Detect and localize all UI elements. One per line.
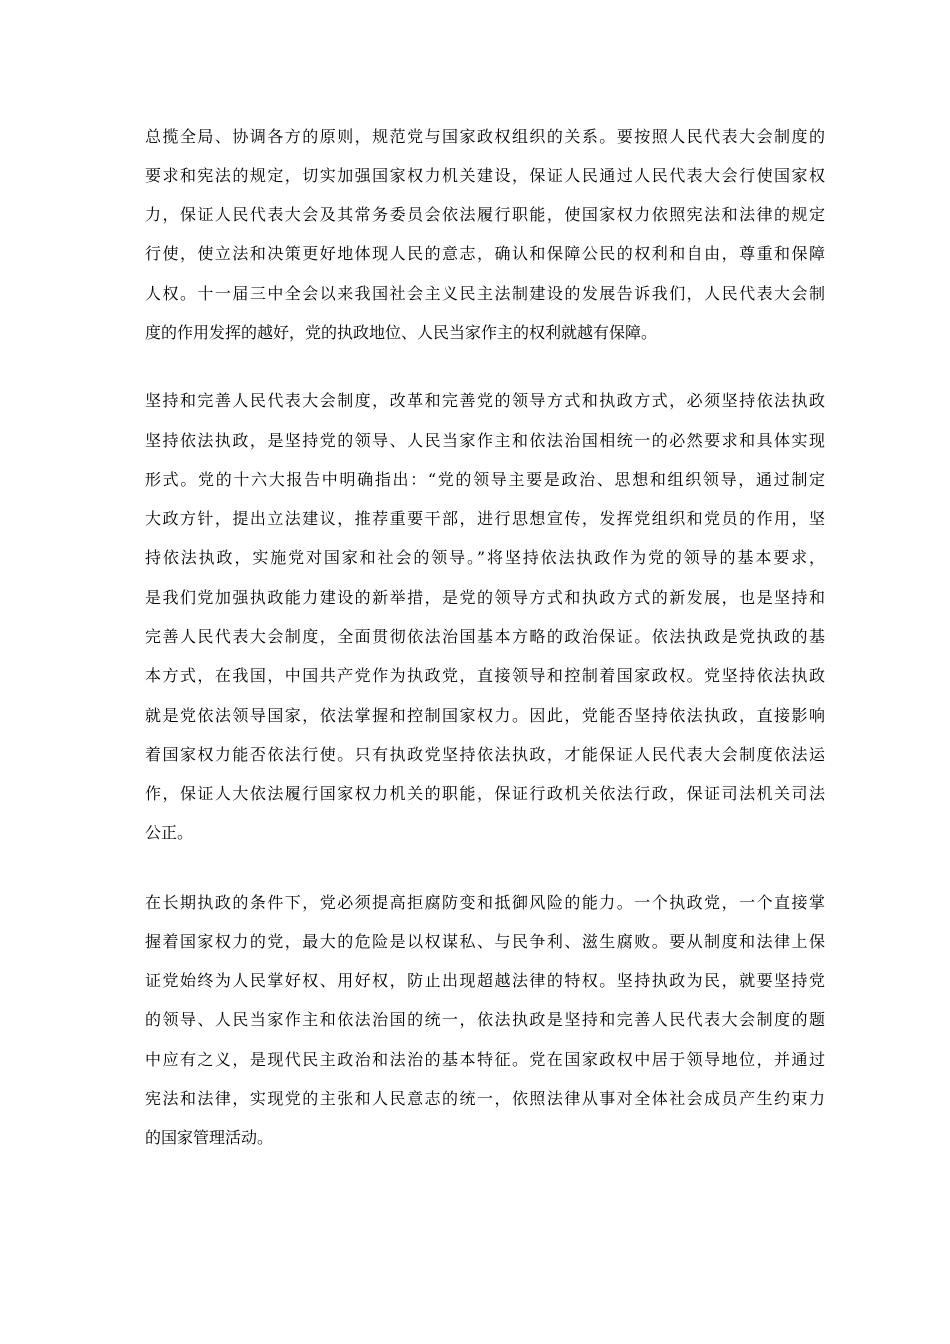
text-line: 握着国家权力的党，最大的危险是以权谋私、与民争利、滋生腐败。要从制度和法律上保 (145, 932, 825, 951)
text-line: 证党始终为人民掌好权、用好权，防止出现超越法律的特权。坚持执政为民，就要坚持党 (145, 971, 825, 990)
text-line: 的国家管理活动。 (145, 1128, 274, 1147)
text-line: 公正。 (145, 823, 194, 842)
text-line: 总揽全局、协调各方的原则，规范党与国家政权组织的关系。要按照人民代表大会制度的 (145, 127, 825, 146)
text-line: 力，保证人民代表大会及其常务委员会依法履行职能，使国家权力依照宪法和法律的规定 (145, 205, 825, 224)
text-line: 要求和宪法的规定，切实加强国家权力机关建设，保证人民通过人民代表大会行使国家权 (145, 166, 825, 185)
text-line: 就是党依法领导国家，依法掌握和控制国家权力。因此，党能否坚持依法执政，直接影响 (145, 706, 825, 725)
text-line: 形式。党的十六大报告中明确指出：“党的领导主要是政治、思想和组织领导，通过制定 (145, 470, 825, 489)
text-line: 作，保证人大依法履行国家权力机关的职能，保证行政机关依法行政，保证司法机关司法 (145, 784, 825, 803)
text-line: 在长期执政的条件下，党必须提高拒腐防变和抵御风险的能力。一个执政党，一个直接掌 (145, 893, 825, 912)
text-line: 持依法执政，实施党对国家和社会的领导。”将坚持依法执政作为党的领导的基本要求， (145, 548, 825, 567)
text-line: 是我们党加强执政能力建设的新举措，是党的领导方式和执政方式的新发展，也是坚持和 (145, 588, 825, 607)
text-line: 大政方针，提出立法建议，推荐重要干部，进行思想宣传，发挥党组织和党员的作用，坚 (145, 509, 825, 528)
text-line: 中应有之义，是现代民主政治和法治的基本特征。党在国家政权中居于领导地位，并通过 (145, 1050, 825, 1069)
text-line: 坚持依法执政，是坚持党的领导、人民当家作主和依法治国相统一的必然要求和具体实现 (145, 431, 825, 450)
text-line: 完善人民代表大会制度，全面贯彻依法治国基本方略的政治保证。依法执政是党执政的基 (145, 627, 825, 646)
text-line: 的领导、人民当家作主和依法治国的统一，依法执政是坚持和完善人民代表大会制度的题 (145, 1010, 825, 1029)
text-line: 本方式，在我国，中国共产党作为执政党，直接领导和控制着国家政权。党坚持依法执政 (145, 666, 825, 685)
text-line: 着国家权力能否依法行使。只有执政党坚持依法执政，才能保证人民代表大会制度依法运 (145, 745, 825, 764)
text-line: 坚持和完善人民代表大会制度，改革和完善党的领导方式和执政方式，必须坚持依法执政 (145, 391, 825, 410)
text-line: 宪法和法律，实现党的主张和人民意志的统一，依照法律从事对全体社会成员产生约束力 (145, 1089, 825, 1108)
text-line: 度的作用发挥的越好，党的执政地位、人民当家作主的权利就越有保障。 (145, 323, 658, 342)
text-line: 人权。十一届三中全会以来我国社会主义民主法制建设的发展告诉我们，人民代表大会制 (145, 284, 825, 303)
text-line: 行使，使立法和决策更好地体现人民的意志，确认和保障公民的权利和自由，尊重和保障 (145, 244, 825, 263)
